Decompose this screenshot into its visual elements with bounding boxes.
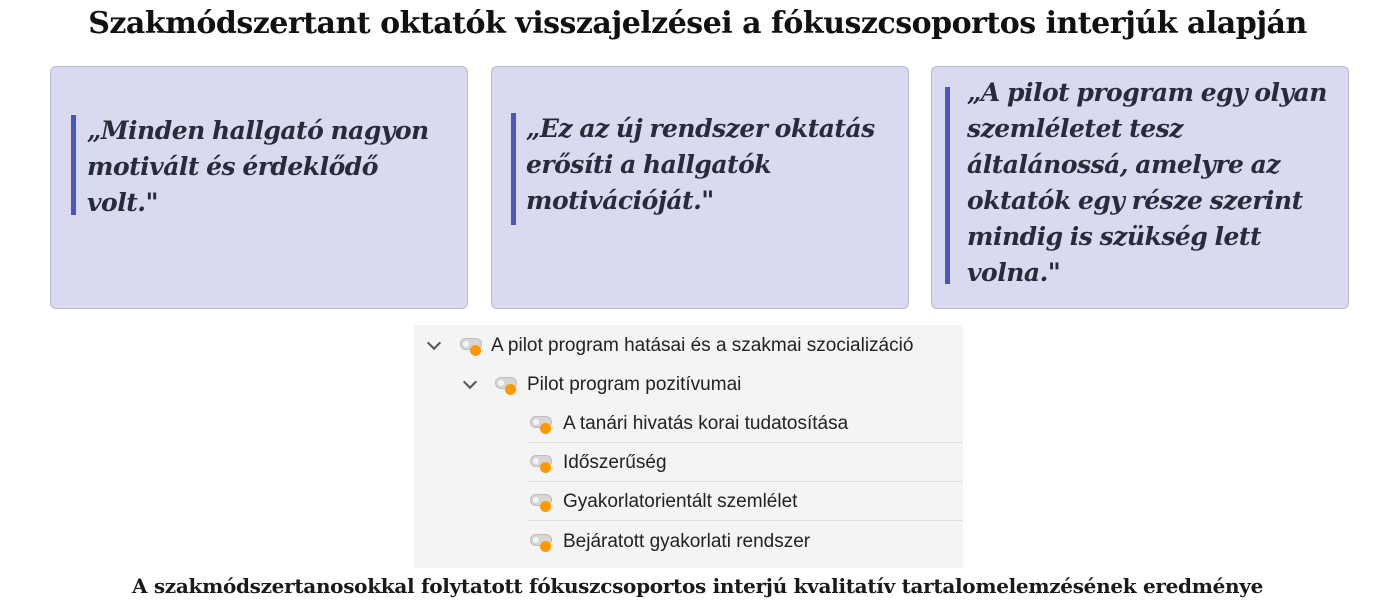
figure-caption: A szakmódszertanosokkal folytatott fókuszcsoportos interjú kvalitatív tartalomelemzésének eredménye bbox=[131, 574, 1264, 598]
code-tag-icon bbox=[495, 377, 523, 399]
tree-item[interactable] bbox=[414, 365, 963, 404]
quote-text-1: „Minden hallgató nagyon motivált és érdeklődő volt." bbox=[87, 116, 429, 217]
quote-bar bbox=[71, 115, 76, 215]
tree-item[interactable] bbox=[414, 326, 963, 365]
code-tag-icon bbox=[530, 455, 558, 477]
code-tree bbox=[414, 325, 963, 568]
tree-item[interactable] bbox=[414, 404, 963, 443]
tree-item[interactable] bbox=[414, 522, 963, 561]
quote-text-2: „Ez az új rendszer oktatás erősíti a hallgatók motivációját." bbox=[526, 114, 875, 215]
tree-item-label: A pilot program hatásai és a szakmai szocializáció bbox=[491, 335, 914, 356]
code-tag-icon bbox=[460, 338, 488, 360]
quote-bar bbox=[945, 87, 950, 284]
quote-text-3: „A pilot program egy olyan szemléletet tesz általánossá, amelyre az oktatók egy része szerint mindig is szükség lett volna." bbox=[967, 78, 1327, 287]
tree-item-label: Gyakorlatorientált szemlélet bbox=[563, 491, 798, 512]
tree-item[interactable] bbox=[414, 443, 963, 482]
chevron-down-icon[interactable] bbox=[427, 336, 441, 350]
tree-item[interactable] bbox=[414, 482, 963, 521]
code-tag-icon bbox=[530, 416, 558, 438]
quote-card-3 bbox=[931, 66, 1349, 309]
tree-item-label: Bejáratott gyakorlati rendszer bbox=[563, 531, 811, 552]
chevron-down-icon[interactable] bbox=[463, 375, 477, 389]
page-title: Szakmódszertant oktatók visszajelzései a fókuszcsoportos interjúk alapján bbox=[88, 6, 1307, 41]
quote-card-1 bbox=[50, 66, 468, 309]
code-tag-icon bbox=[530, 494, 558, 516]
quote-card-2 bbox=[491, 66, 909, 309]
quote-bar bbox=[511, 113, 516, 225]
tree-item-label: A tanári hivatás korai tudatosítása bbox=[563, 413, 849, 434]
tree-item-label: Időszerűség bbox=[563, 452, 667, 473]
tree-item-label: Pilot program pozitívumai bbox=[527, 374, 742, 395]
code-tag-icon bbox=[530, 534, 558, 556]
